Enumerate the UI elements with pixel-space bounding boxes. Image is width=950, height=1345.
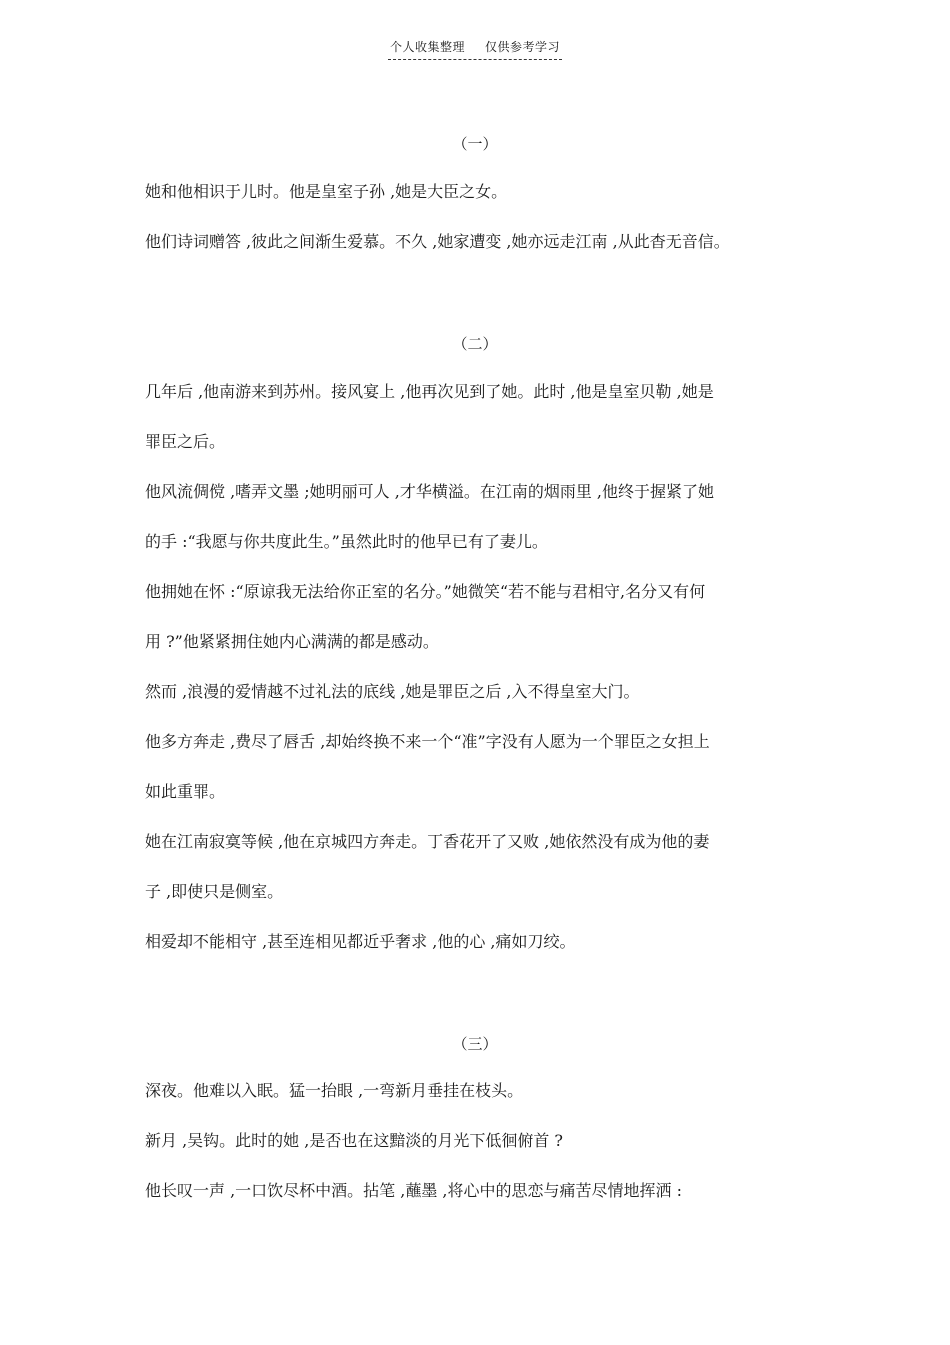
paragraph-line: 几年后 ,他南游来到苏州。接风宴上 ,他再次见到了她。此时 ,他是皇室贝勒 ,她是	[145, 382, 714, 401]
paragraph-line: 罪臣之后。	[145, 432, 226, 451]
header-left-text: 个人收集整理	[389, 40, 465, 54]
paragraph-line: 新月 ,吴钩。此时的她 ,是否也在这黯淡的月光下低徊俯首 ?	[145, 1131, 564, 1150]
page-header	[0, 38, 950, 60]
paragraph-line: 如此重罪。	[145, 782, 226, 801]
paragraph-line: 子 ,即使只是侧室。	[145, 882, 284, 901]
paragraph-line: 他风流倜傥 ,嗜弄文墨 ;她明丽可人 ,才华横溢。在江南的烟雨里 ,他终于握紧了她	[145, 482, 714, 501]
header-right-text: 仅供参考学习	[485, 40, 561, 54]
paragraph-line: 他长叹一声 ,一口饮尽杯中酒。拈笔 ,蘸墨 ,将心中的思恋与痛苦尽情地挥洒 :	[145, 1181, 682, 1200]
section-heading-3: （三）	[452, 1035, 498, 1053]
paragraph-line: 相爱却不能相守 ,甚至连相见都近乎奢求 ,他的心 ,痛如刀绞。	[145, 932, 576, 951]
paragraph-line: 用 ?”他紧紧拥住她内心满满的都是感动。	[145, 632, 439, 651]
paragraph-line: 他们诗词赠答 ,彼此之间渐生爱慕。不久 ,她家遭变 ,她亦远走江南 ,从此杳无音信。	[145, 232, 730, 251]
paragraph-line: 他拥她在怀 :“原谅我无法给你正室的名分。”她微笑“若不能与君相守,名分又有何	[145, 582, 706, 601]
paragraph-line: 的手 :“我愿与你共度此生。”虽然此时的他早已有了妻儿。	[145, 532, 548, 551]
paragraph-line: 他多方奔走 ,费尽了唇舌 ,却始终换不来一个“准”字没有人愿为一个罪臣之女担上	[145, 732, 710, 751]
paragraph-line: 她和他相识于儿时。他是皇室子孙 ,她是大臣之女。	[145, 182, 508, 201]
section-heading-1: （一）	[452, 135, 498, 153]
paragraph-line: 她在江南寂寞等候 ,他在京城四方奔走。丁香花开了又败 ,她依然没有成为他的妻	[145, 832, 710, 851]
section-heading-2: （二）	[452, 335, 498, 353]
header-underline	[388, 38, 562, 60]
paragraph-line: 然而 ,浪漫的爱情越不过礼法的底线 ,她是罪臣之后 ,入不得皇室大门。	[145, 682, 640, 701]
paragraph-line: 深夜。他难以入眠。猛一抬眼 ,一弯新月垂挂在枝头。	[145, 1081, 524, 1100]
